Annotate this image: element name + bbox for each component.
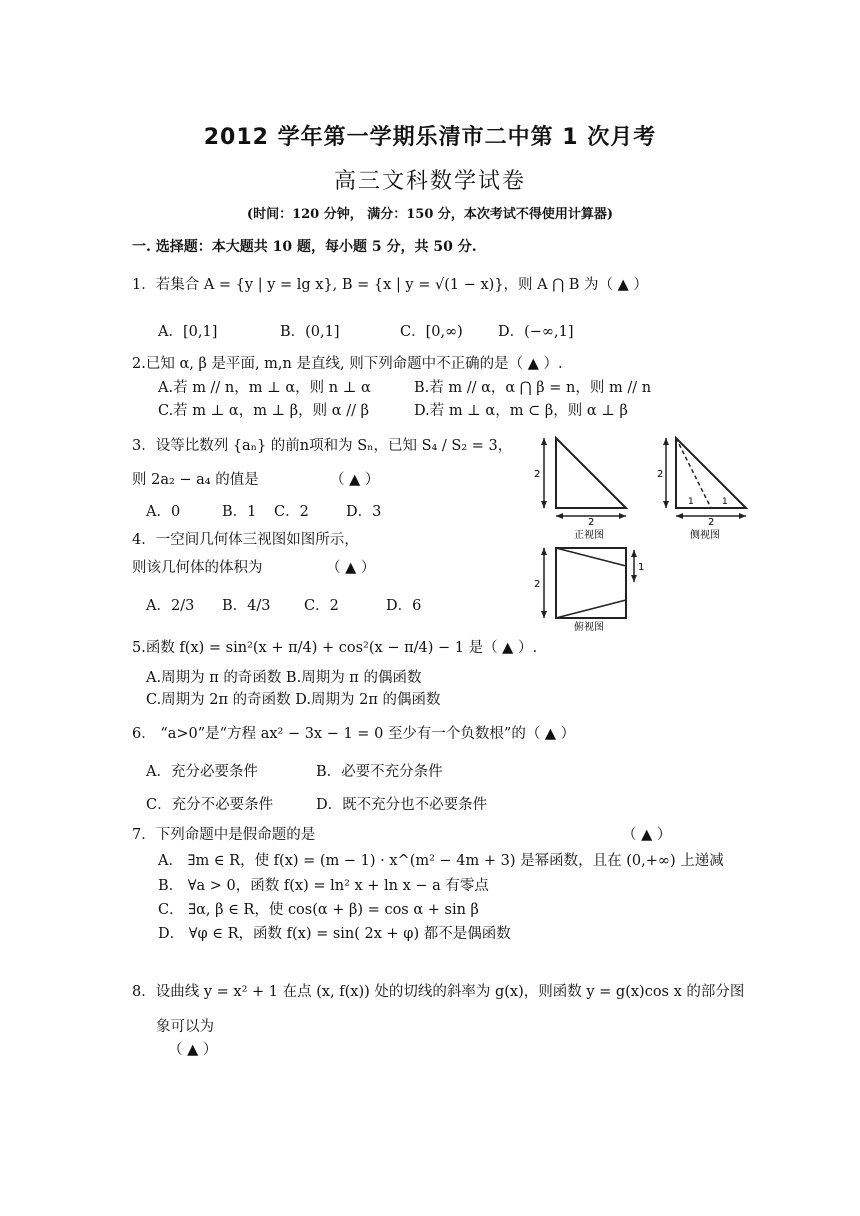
q3-stem: 3．设等比数列 {aₙ} 的前n项和为 Sₙ，已知 S₄ / S₂ = 3，	[132, 438, 513, 454]
q3-option-d: D．3	[346, 504, 382, 520]
front-view-caption: 正视图	[574, 530, 604, 541]
q4-option-a: A．2/3	[146, 598, 195, 614]
q6-option-c: C．充分不必要条件	[146, 797, 274, 813]
q5-stem: 5.函数 f(x) = sin²(x + π/4) + cos²(x − π/4) − 1 是（ ▲ ）.	[132, 640, 538, 656]
q4-option-d: D．6	[386, 598, 422, 614]
side-view-caption: 侧视图	[690, 530, 720, 541]
exam-note: (时间：120 分钟， 满分：150 分，本次考试不得使用计算器)	[246, 207, 614, 222]
q4-stem: 4．一空间几何体三视图如图所示，	[132, 532, 359, 548]
front-view-height-label: 2	[534, 469, 541, 480]
side-view-seg2-label: 1	[722, 497, 728, 507]
top-view-square	[556, 548, 626, 618]
q4-stem2: 则该几何体的体积为	[132, 560, 263, 576]
three-view-drawing	[530, 432, 770, 632]
q4-option-b: B．4/3	[222, 598, 271, 614]
q8-answer-mark: （ ▲ ）	[168, 1042, 218, 1058]
q3-option-a: A．0	[146, 504, 181, 520]
q1-stem: 1．若集合 A = {y | y = lg x}, B = {x | y = √(1 − x)}，则 A ⋂ B 为（ ▲ ）	[132, 277, 648, 293]
q7-answer-mark: （ ▲ ）	[622, 827, 672, 843]
side-view-triangle	[676, 438, 746, 508]
q1-option-b: B．(0,1]	[280, 324, 340, 340]
q8-stem2: 象可以为	[156, 1019, 214, 1035]
three-view-figure	[530, 432, 770, 632]
section-title: 一. 选择题：本大题共 10 题，每小题 5 分，共 50 分.	[132, 239, 477, 255]
q7-option-c: C． ∃α, β ∈ R，使 cos(α + β) = cos α + sin β	[158, 902, 479, 918]
q6-option-d: D．既不充分也不必要条件	[316, 797, 488, 813]
q2-option-b: B.若 m // α，α ⋂ β = n，则 m // n	[414, 380, 652, 396]
exam-title: 2012 学年第一学期乐清市二中第 1 次月考	[203, 125, 657, 150]
top-view-seg-label: 1	[638, 562, 645, 573]
q5-options-ab: A.周期为 π 的奇函数 B.周期为 π 的偶函数	[146, 670, 422, 686]
exam-subtitle: 高三文科数学试卷	[333, 169, 526, 194]
q2-option-a: A.若 m // n，m ⊥ α，则 n ⊥ α	[158, 380, 371, 396]
q3-option-c: C．2	[274, 504, 309, 520]
q1-option-c: C．[0,∞)	[400, 324, 463, 340]
q2-option-c: C.若 m ⊥ α，m ⊥ β，则 α // β	[158, 403, 369, 419]
q8-stem: 8．设曲线 y = x² + 1 在点 (x, f(x)) 处的切线的斜率为 g(x)，则函数 y = g(x)cos x 的部分图	[132, 984, 745, 1000]
front-view-width-label: 2	[588, 517, 595, 528]
front-view-triangle	[556, 438, 626, 508]
q3-stem2: 则 2a₂ − a₄ 的值是	[132, 472, 259, 488]
q7-option-a: A． ∃m ∈ R，使 f(x) = (m − 1) · x^(m² − 4m + 3) 是幂函数，且在 (0,+∞) 上递减	[158, 853, 724, 869]
q4-answer-mark: （ ▲ ）	[326, 560, 376, 576]
q2-option-d: D.若 m ⊥ α，m ⊂ β，则 α ⊥ β	[414, 403, 628, 419]
q4-option-c: C．2	[304, 598, 339, 614]
q7-option-d: D． ∀φ ∈ R，函数 f(x) = sin( 2x + φ) 都不是偶函数	[158, 926, 511, 942]
side-view-height-label: 2	[657, 469, 664, 480]
q6-option-a: A．充分必要条件	[146, 764, 258, 780]
q7-stem: 7．下列命题中是假命题的是	[132, 827, 316, 843]
q3-option-b: B．1	[222, 504, 257, 520]
q3-answer-mark: （ ▲ ）	[330, 472, 380, 488]
top-view-caption: 俯视图	[574, 622, 604, 632]
q5-options-cd: C.周期为 2π 的奇函数 D.周期为 2π 的偶函数	[146, 692, 441, 708]
q1-option-a: A．[0,1]	[158, 324, 218, 340]
top-view-height-label: 2	[534, 579, 541, 590]
q6-stem: 6． “a>0”是“方程 ax² − 3x − 1 = 0 至少有一个负数根”的（ ▲ ）	[132, 726, 576, 742]
q2-stem: 2.已知 α, β 是平面, m,n 是直线, 则下列命题中不正确的是（ ▲ ）.	[132, 356, 563, 372]
q6-option-b: B．必要不充分条件	[316, 764, 443, 780]
side-view-seg1-label: 1	[688, 497, 694, 507]
q1-option-d: D．(−∞,1]	[498, 324, 574, 340]
q7-option-b: B． ∀a > 0，函数 f(x) = ln² x + ln x − a 有零点	[158, 878, 489, 894]
side-view-width-label: 2	[708, 517, 715, 528]
